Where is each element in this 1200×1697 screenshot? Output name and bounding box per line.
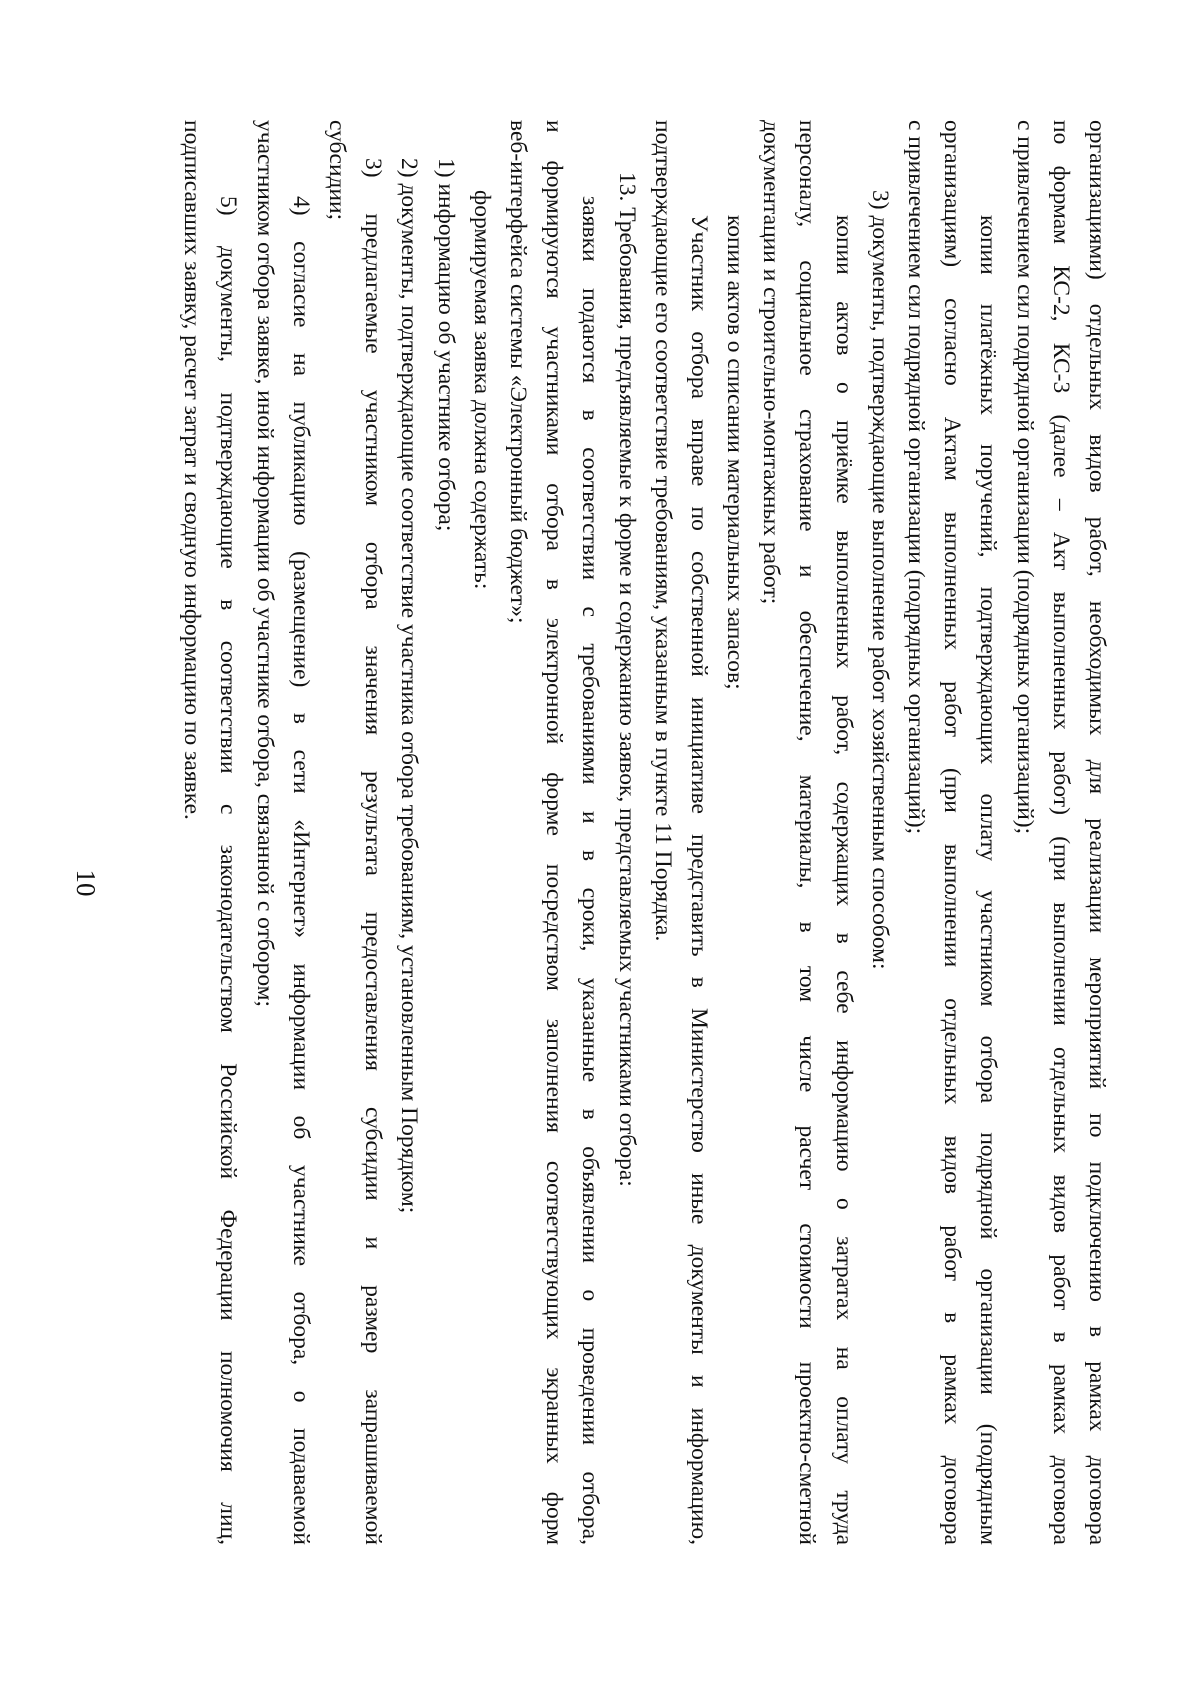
document-body (174, 120, 1115, 1545)
text-line: по формам КС-2, КС-3 (далее – Акт выполненных работ) (при выполнении отдельных видов работ в рамках договора (1047, 120, 1074, 1545)
text-line: 3) документы, подтверждающие выполнение работ хозяйственным способом: (866, 190, 893, 970)
text-line: документации и строительно-монтажных работ; (758, 120, 785, 605)
text-line: участником отбора заявке, иной информации об участнике отбора, связанной с отбором; (251, 120, 278, 1008)
text-line: копии платёжных поручений, подтверждающих оплату участником отбора подрядной организации (подрядным (975, 215, 1002, 1545)
text-line: подписавших заявку, расчет затрат и сводную информацию по заявке. (179, 120, 206, 820)
text-line: формируемая заявка должна содержать: (468, 190, 495, 590)
text-line: Участник отбора вправе по собственной инициативе представить в Министерство иные документы и информацию, (685, 215, 712, 1545)
text-line: копии актов о приёмке выполненных работ, содержащих в себе информацию о затратах на оплату труда (830, 215, 857, 1545)
text-line: 2) документы, подтверждающие соответствие участника отбора требованиям, установленным Порядком; (396, 158, 423, 1214)
text-line: 1) информацию об участнике отбора; (432, 158, 459, 532)
text-line: организациям) согласно Актам выполненных работ (при выполнении отдельных видов работ в рамках договора (939, 120, 966, 1545)
text-line: подтверждающие его соответствие требованиям, указанным в пункте 11 Порядка. (649, 120, 676, 942)
text-line: субсидии; (324, 120, 351, 221)
text-line: персоналу, социальное страхование и обеспечение, материалы, в том числе расчет стоимости проектно-сметной (794, 120, 821, 1545)
text-line: 4) согласие на публикацию (размещение) в сети «Интернет» информации об участнике отбора, о подаваемой (287, 196, 314, 1545)
text-line: веб-интерфейса системы «Электронный бюджет»; (505, 120, 531, 624)
text-line: копии актов о списании материальных запасов; (722, 215, 749, 690)
text-line: 5) документы, подтверждающие в соответствии с законодательством Российской Федерации полномочия лиц, (215, 196, 242, 1545)
text-line: заявки подаются в соответствии с требованиями и в сроки, указанные в объявлении о проведении отбора, (577, 196, 604, 1545)
text-line: организациями) отдельных видов работ, необходимых для реализации мероприятий по подключению в рамках договора (1084, 120, 1110, 1545)
text-line: 13. Требования, предъявляемые к форме и содержанию заявок, представляемых участниками отбора: (613, 172, 640, 1187)
text-line: 3) предлагаемые участником отбора значения результата предоставления субсидии и размер запрашиваемой (360, 158, 387, 1545)
text-line: и формируются участниками отбора в электронной форме посредством заполнения соответствующих экранных форм (541, 120, 568, 1545)
page-number: 10 (71, 869, 101, 897)
text-line: с привлечением сил подрядной организации (подрядных организаций); (903, 120, 930, 835)
text-line: с привлечением сил подрядной организации (подрядных организаций); (1011, 120, 1038, 835)
